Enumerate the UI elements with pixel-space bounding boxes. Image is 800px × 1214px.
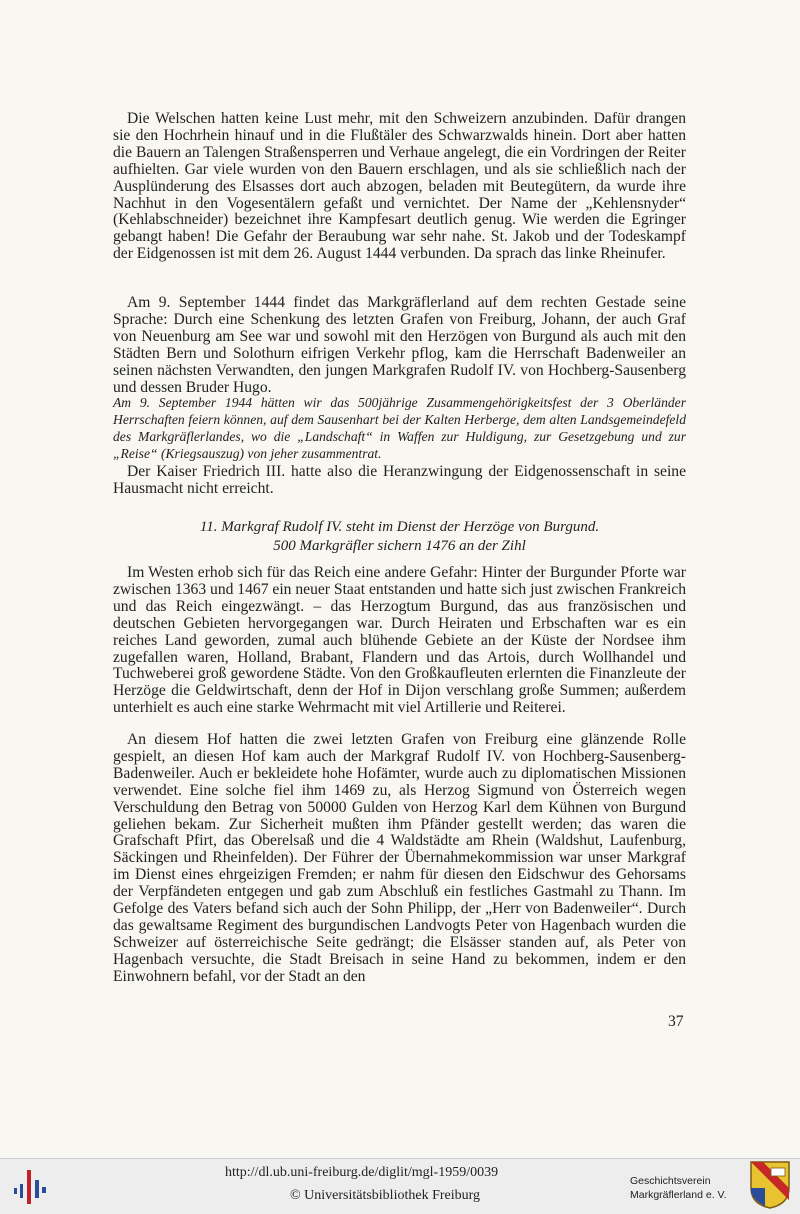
paragraph-september-1444: Am 9. September 1444 findet das Markgräflerland auf dem rechten Gestade seine Sprache: Durch eine Schenkung des letzten Grafen von Freiburg, Johann, der auch Graf von Neuenburg am See war und sowohl mit den Herzögen von Burgund als auch mit den Städten Bern und Solothurn eifrigen Verkehr pflog, kam die Herrschaft Badenweiler an seinen nächsten Verwandten, den jungen Markgrafen Rudolf IV. von Hochberg-Sausenberg und dessen Bruder Hugo.	[113, 294, 686, 396]
paragraph-hof: An diesem Hof hatten die zwei letzten Grafen von Freiburg eine glänzende Rolle gespielt, an diesen Hof kam auch der Markgraf Rudolf IV. von Hochberg-Sausenberg-Badenweiler. Auch er bekleidete hohe Hofämter, wurde auch zu diplomatischen Missionen verwendet. Eine solche fiel ihm 1469 zu, als Herzog Sigmund von Österreich wegen Verschuldung den Betrag von 50000 Gulden von Herzog Karl dem Kühnen von Burgund geliehen bekam. Zur Sicherheit mußten ihm Pfänder gestellt werden; das waren die Grafschaft Pfirt, das Oberelsaß und die 4 Waldstädte am Rhein (Waldshut, Laufenburg, Säckingen und Rheinfelden). Der Führer der Übernahmekommission war unser Markgraf im Dienst eines ehrgeizigen Fremden; er nahm für diesen den Eidschwur des Gehorsams der Verpfändeten entgegen und gab zum Abschluß ein festliches Gastmahl zu Thann. Im Gefolge des Vaters befand sich auch der Sohn Philipp, der „Herr von Badenweiler“. Durch das gewaltsame Regiment des burgundischen Landvogts Peter von Hagenbach wurden die Schweizer auf österreichische Seite gedrängt; die Elsässer standen auf, als Peter von Hagenbach versuchte, die Stadt Breisach in seine Hand zu bekommen, indem er den Einwohnern befahl, vor der Stadt an den	[113, 731, 686, 985]
paragraph-kaiser-friedrich: Der Kaiser Friedrich III. hatte also die Heranzwingung der Eidgenossenschaft in seine Hausmacht nicht erreicht.	[113, 463, 686, 497]
paragraph-burgund: Im Westen erhob sich für das Reich eine andere Gefahr: Hinter der Burgunder Pforte war zwischen 1363 und 1467 ein neuer Staat entstanden und hatte sich just zwischen Frankreich und das Reich eingezwängt. – das Herzogtum Burgund, das aus französischen und deutschen Gebieten hervorgegangen war. Durch Heiraten und Erbschaften war es ein reiches Land geworden, zumal auch blühende Gebiete an der Küste der Nordsee ihm zugefallen waren, Holland, Brabant, Flandern und das Artois, durch Wollhandel und Tuchweberei groß gewordene Städte. Von den Großkaufleuten erlernten die Finanzleute der Herzöge die Geldwirtschaft, denn der Hof in Dijon verschlang große Summen; außerdem unterhielt es auch eine starke Wehrmacht mit viel Artillerie und Reiterei.	[113, 564, 686, 717]
digital-library-link[interactable]: http://dl.ub.uni-freiburg.de/diglit/mgl-1959/0039	[225, 1165, 499, 1180]
heading-line-2: 500 Markgräfler sichern 1476 an der Zihl	[273, 538, 526, 554]
org-line-1: Geschichtsverein	[630, 1175, 711, 1187]
page-number: 37	[668, 1013, 684, 1030]
section-heading	[113, 518, 686, 556]
organization-name	[630, 1174, 727, 1202]
ub-freiburg-logo-icon	[12, 1166, 52, 1206]
italic-note-1944: Am 9. September 1944 hätten wir das 500jährige Zusammengehörigkeitsfest der 3 Oberländer Herrschaften feiern können, auf dem Sausenhart bei der Kalten Herberge, dem alten Landsgemeindefeld des Markgräflerlandes, wo die „Landschaft“ in Waffen zur Huldigung, zur Gesetzgebung und zur „Reise“ (Kriegsauszug) von jeher zusammentrat.	[113, 395, 686, 461]
org-line-2: Markgräflerland e. V.	[630, 1189, 727, 1201]
coat-of-arms-icon[interactable]	[749, 1160, 791, 1210]
heading-line-1: 11. Markgraf Rudolf IV. steht im Dienst der Herzöge von Burgund.	[199, 519, 600, 535]
copyright-text: © Universitätsbibliothek Freiburg	[290, 1188, 481, 1203]
paragraph-welschen: Die Welschen hatten keine Lust mehr, mit den Schweizern anzubinden. Dafür drangen sie den Hochrhein hinauf und in die Flußtäler des Schwarzwalds hinein. Dort aber hatten die Bauern an Talengen Straßensperren und Verhaue angelegt, die ein Vordringen der Reiter aufhielten. Gar viele wurden von den Bauern erschlagen, und als sie schließlich nach der Ausplünderung des Elsasses dort auch abzogen, beladen mit Beutegütern, da wurde ihre Nachhut in den Vogesentälern gefaßt und vernichtet. Der Name der „Kehlensnyder“ (Kehlabschneider) bezeichnet ihre Kampfesart deutlich genug. Wie werden die Egringer gebangt haben! Die Gefahr der Beraubung war sehr nahe. St. Jakob und der Todeskampf der Eidgenossen ist mit dem 26. August 1444 verbunden. Da sprach das linke Rheinufer.	[113, 110, 686, 263]
